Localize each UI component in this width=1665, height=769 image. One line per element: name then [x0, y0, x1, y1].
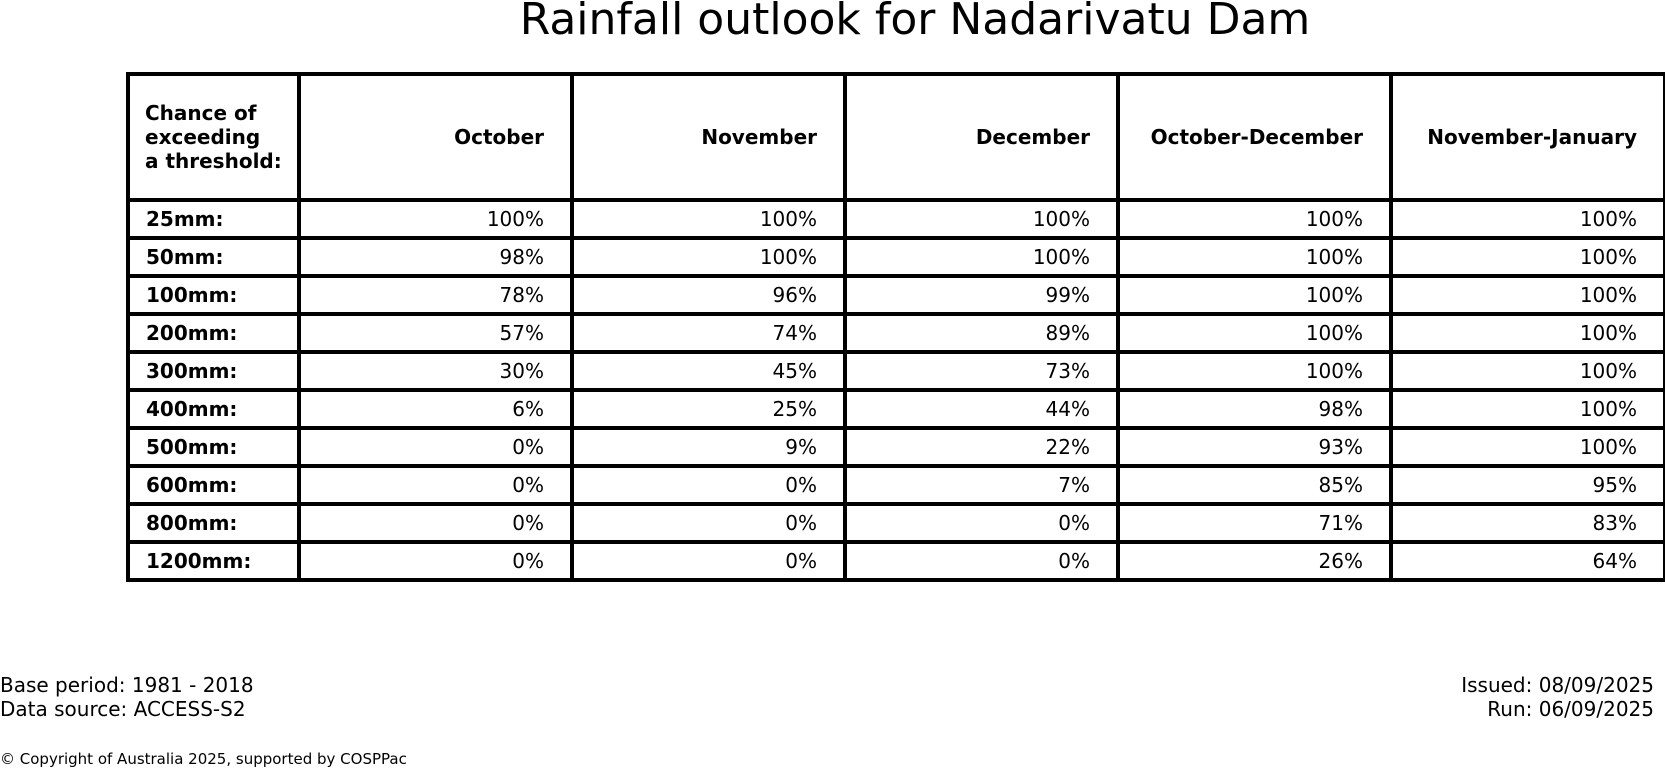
probability-cell: 30% [299, 352, 572, 390]
probability-cell: 0% [299, 466, 572, 504]
footer-left [0, 673, 254, 721]
table-row [128, 428, 1665, 466]
run-date-text: Run: 06/09/2025 [1487, 697, 1654, 721]
probability-cell: 57% [299, 314, 572, 352]
column-header: November [572, 74, 845, 200]
threshold-label: 200mm: [128, 314, 299, 352]
table-row [128, 276, 1665, 314]
threshold-label: 100mm: [128, 276, 299, 314]
probability-cell: 100% [299, 200, 572, 238]
column-header: October-December [1118, 74, 1391, 200]
table-body [128, 200, 1665, 580]
corner-label-line: exceeding [145, 125, 261, 149]
probability-cell: 85% [1118, 466, 1391, 504]
data-source-text: Data source: ACCESS-S2 [0, 697, 246, 721]
probability-cell: 0% [299, 542, 572, 580]
probability-cell: 100% [1118, 314, 1391, 352]
corner-header [128, 74, 299, 200]
probability-cell: 0% [572, 542, 845, 580]
table-row [128, 466, 1665, 504]
table-row [128, 542, 1665, 580]
issued-date-text: Issued: 08/09/2025 [1461, 673, 1654, 697]
probability-cell: 100% [572, 200, 845, 238]
probability-cell: 100% [1391, 314, 1665, 352]
probability-cell: 74% [572, 314, 845, 352]
probability-cell: 100% [1118, 352, 1391, 390]
table-row [128, 238, 1665, 276]
probability-cell: 100% [1118, 238, 1391, 276]
probability-cell: 6% [299, 390, 572, 428]
probability-cell: 45% [572, 352, 845, 390]
probability-cell: 0% [299, 504, 572, 542]
probability-cell: 96% [572, 276, 845, 314]
table-row [128, 390, 1665, 428]
table-row [128, 504, 1665, 542]
column-header: October [299, 74, 572, 200]
footer-right [1461, 673, 1654, 721]
threshold-label: 50mm: [128, 238, 299, 276]
probability-cell: 71% [1118, 504, 1391, 542]
probability-cell: 100% [1118, 276, 1391, 314]
threshold-label: 300mm: [128, 352, 299, 390]
probability-cell: 100% [1391, 200, 1665, 238]
probability-cell: 0% [572, 466, 845, 504]
corner-label-line: a threshold: [145, 149, 282, 173]
probability-cell: 0% [572, 504, 845, 542]
threshold-label: 600mm: [128, 466, 299, 504]
threshold-label: 25mm: [128, 200, 299, 238]
probability-cell: 100% [845, 200, 1118, 238]
probability-cell: 64% [1391, 542, 1665, 580]
threshold-label: 1200mm: [128, 542, 299, 580]
probability-cell: 25% [572, 390, 845, 428]
probability-cell: 78% [299, 276, 572, 314]
corner-label-line: Chance of [145, 101, 257, 125]
probability-cell: 0% [845, 504, 1118, 542]
probability-cell: 99% [845, 276, 1118, 314]
probability-cell: 100% [845, 238, 1118, 276]
table-row [128, 314, 1665, 352]
table-row [128, 200, 1665, 238]
probability-cell: 26% [1118, 542, 1391, 580]
probability-cell: 100% [572, 238, 845, 276]
probability-cell: 95% [1391, 466, 1665, 504]
threshold-label: 400mm: [128, 390, 299, 428]
copyright-text: © Copyright of Australia 2025, supported by COSPPac [0, 750, 407, 768]
probability-cell: 22% [845, 428, 1118, 466]
probability-cell: 83% [1391, 504, 1665, 542]
table-row [128, 352, 1665, 390]
probability-cell: 0% [299, 428, 572, 466]
probability-cell: 100% [1391, 390, 1665, 428]
rainfall-outlook-table [126, 72, 1665, 582]
probability-cell: 73% [845, 352, 1118, 390]
probability-cell: 100% [1118, 200, 1391, 238]
probability-cell: 98% [1118, 390, 1391, 428]
column-header: December [845, 74, 1118, 200]
probability-cell: 9% [572, 428, 845, 466]
probability-cell: 100% [1391, 352, 1665, 390]
header-row [128, 74, 1665, 200]
probability-cell: 44% [845, 390, 1118, 428]
probability-cell: 0% [845, 542, 1118, 580]
base-period-text: Base period: 1981 - 2018 [0, 673, 254, 697]
threshold-label: 800mm: [128, 504, 299, 542]
probability-cell: 100% [1391, 428, 1665, 466]
probability-cell: 7% [845, 466, 1118, 504]
probability-cell: 93% [1118, 428, 1391, 466]
probability-cell: 89% [845, 314, 1118, 352]
probability-cell: 100% [1391, 238, 1665, 276]
column-header: November-January [1391, 74, 1665, 200]
probability-cell: 98% [299, 238, 572, 276]
probability-cell: 100% [1391, 276, 1665, 314]
page-title: Rainfall outlook for Nadarivatu Dam [519, 0, 1311, 45]
threshold-label: 500mm: [128, 428, 299, 466]
